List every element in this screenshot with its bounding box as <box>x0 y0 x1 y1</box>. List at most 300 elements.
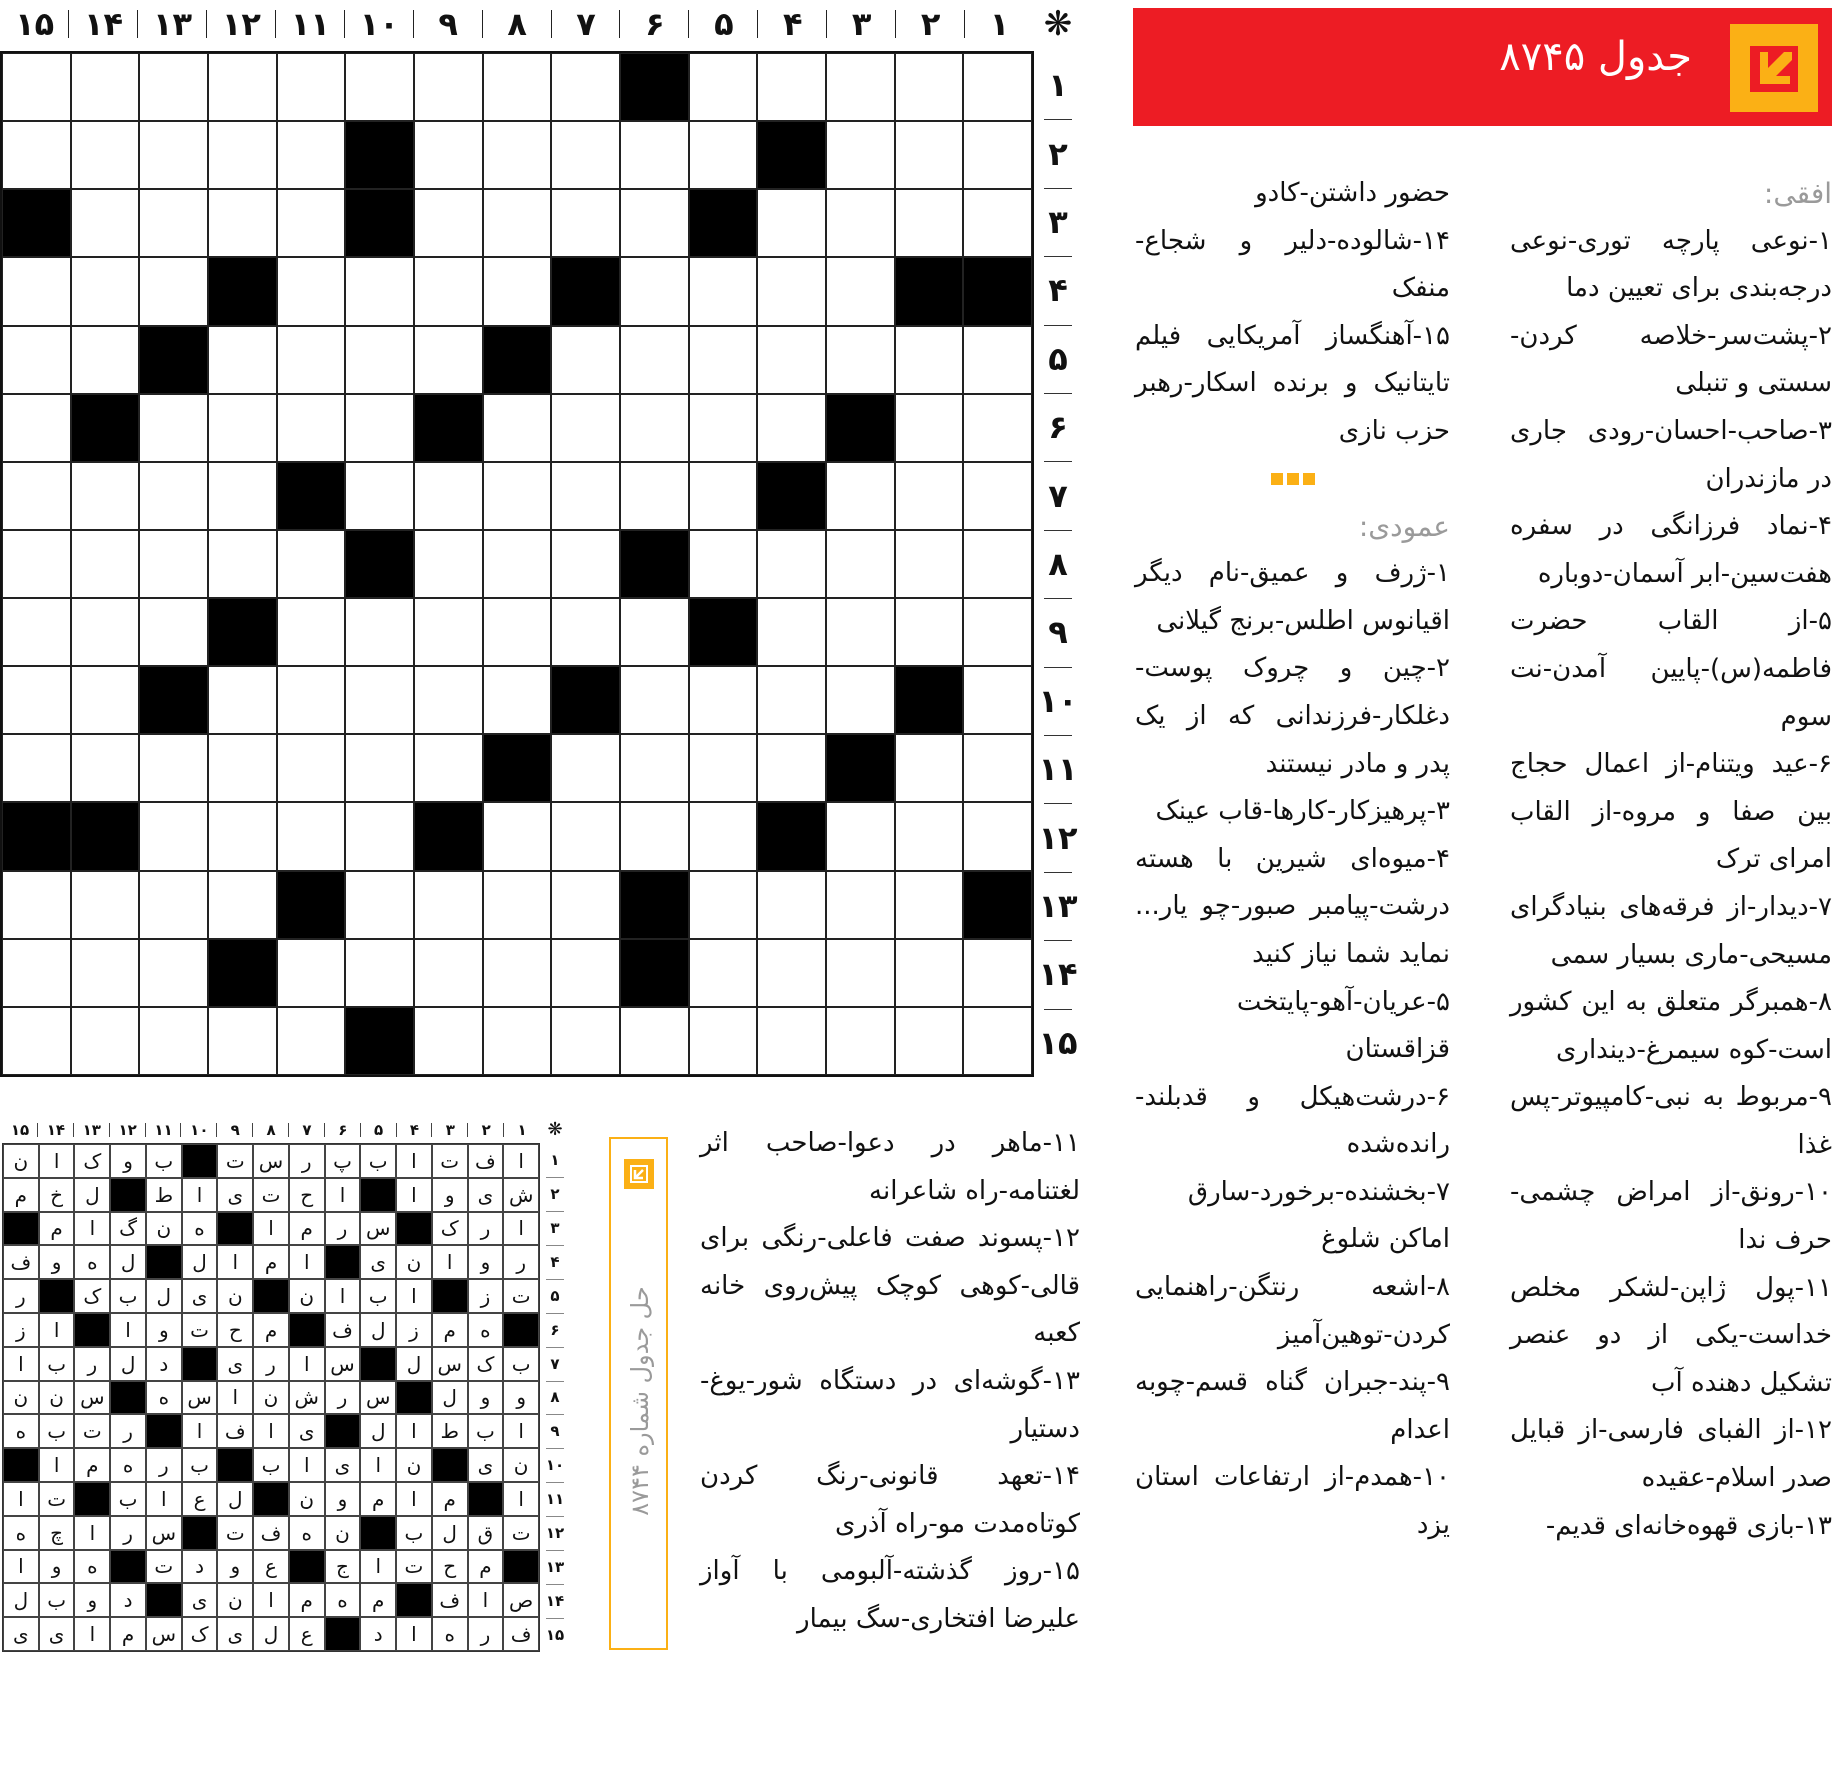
answer-cell[interactable] <box>620 121 689 189</box>
answer-cell[interactable] <box>2 121 71 189</box>
clue-text: ۳-پرهیزکار-کارها-قاب عینک <box>1155 796 1450 827</box>
solution-letter: ب <box>39 1414 75 1448</box>
black-cell <box>345 1007 414 1075</box>
answer-cell[interactable] <box>414 326 483 394</box>
answer-cell[interactable] <box>689 666 758 734</box>
answer-cell[interactable] <box>963 734 1032 802</box>
answer-cell[interactable] <box>895 530 964 598</box>
answer-cell[interactable] <box>139 530 208 598</box>
answer-cell[interactable] <box>2 939 71 1007</box>
answer-cell[interactable] <box>757 257 826 325</box>
solution-letter: س <box>360 1212 396 1246</box>
answer-cell[interactable] <box>414 257 483 325</box>
answer-cell[interactable] <box>551 1007 620 1075</box>
answer-cell[interactable] <box>2 1007 71 1075</box>
answer-cell[interactable] <box>826 326 895 394</box>
answer-cell[interactable] <box>71 939 140 1007</box>
clue-text: ۱۱-ماهر در دعوا-صاحب اثر لغتنامه-راه شاعرانه <box>700 1128 1080 1206</box>
answer-cell[interactable] <box>414 734 483 802</box>
solution-letter: ا <box>146 1482 182 1516</box>
answer-cell[interactable] <box>963 666 1032 734</box>
column-number: ۶ <box>325 1118 361 1142</box>
answer-cell[interactable] <box>483 871 552 939</box>
solution-letter: ا <box>74 1212 110 1246</box>
answer-cell[interactable] <box>414 121 483 189</box>
column-number: ۱۲ <box>110 1118 146 1142</box>
answer-cell[interactable] <box>620 189 689 257</box>
answer-cell[interactable] <box>757 189 826 257</box>
answer-cell[interactable] <box>208 189 277 257</box>
answer-cell[interactable] <box>71 121 140 189</box>
answer-cell[interactable] <box>208 871 277 939</box>
answer-cell[interactable] <box>345 666 414 734</box>
black-cell <box>253 1482 289 1516</box>
answer-cell[interactable] <box>689 53 758 121</box>
answer-cell[interactable] <box>139 53 208 121</box>
answer-cell[interactable] <box>277 598 346 666</box>
answer-cell[interactable] <box>757 1007 826 1075</box>
row-number: ۳ <box>542 1211 568 1245</box>
answer-cell[interactable] <box>277 530 346 598</box>
black-cell <box>74 1482 110 1516</box>
solution-letter: ا <box>217 1245 253 1279</box>
answer-cell[interactable] <box>483 530 552 598</box>
answer-cell[interactable] <box>826 1007 895 1075</box>
answer-cell[interactable] <box>71 1007 140 1075</box>
answer-cell[interactable] <box>963 802 1032 870</box>
answer-cell[interactable] <box>895 939 964 1007</box>
black-cell <box>146 1583 182 1617</box>
answer-cell[interactable] <box>414 189 483 257</box>
answer-cell[interactable] <box>826 462 895 530</box>
answer-cell[interactable] <box>414 462 483 530</box>
answer-cell[interactable] <box>277 121 346 189</box>
solution-letter: ر <box>325 1381 361 1415</box>
column-number: ۵ <box>689 0 758 48</box>
black-cell <box>74 1313 110 1347</box>
answer-cell[interactable] <box>689 939 758 1007</box>
solution-letter: ف <box>432 1583 468 1617</box>
solution-letter: ه <box>110 1448 146 1482</box>
solution-letter: ا <box>396 1144 432 1178</box>
solution-letter: ت <box>74 1414 110 1448</box>
black-cell <box>468 1482 504 1516</box>
solution-letter: ا <box>503 1482 539 1516</box>
solution-letter: ن <box>217 1583 253 1617</box>
answer-cell[interactable] <box>757 734 826 802</box>
column-number: ۵ <box>361 1118 397 1142</box>
solution-letter: ا <box>432 1245 468 1279</box>
solution-letter: ا <box>396 1617 432 1651</box>
answer-cell[interactable] <box>208 394 277 462</box>
answer-cell[interactable] <box>689 802 758 870</box>
answer-cell[interactable] <box>71 326 140 394</box>
solution-letter: ل <box>217 1482 253 1516</box>
solution-letter: س <box>432 1347 468 1381</box>
solution-letter: ا <box>182 1178 218 1212</box>
answer-cell[interactable] <box>551 121 620 189</box>
solution-letter: خ <box>39 1178 75 1212</box>
answer-cell[interactable] <box>208 802 277 870</box>
answer-cell[interactable] <box>963 462 1032 530</box>
answer-cell[interactable] <box>208 1007 277 1075</box>
answer-cell[interactable] <box>757 394 826 462</box>
answer-cell[interactable] <box>139 189 208 257</box>
answer-cell[interactable] <box>826 598 895 666</box>
black-cell <box>345 189 414 257</box>
solution-letter: ا <box>74 1516 110 1550</box>
solution-letter: س <box>325 1347 361 1381</box>
clues-column-right <box>1510 170 1832 1550</box>
black-cell <box>620 871 689 939</box>
answer-cell[interactable] <box>826 189 895 257</box>
answer-cell[interactable] <box>277 53 346 121</box>
answer-cell[interactable] <box>71 189 140 257</box>
answer-cell[interactable] <box>139 734 208 802</box>
black-cell <box>689 598 758 666</box>
answer-cell[interactable] <box>895 802 964 870</box>
solution-letter: ت <box>217 1516 253 1550</box>
answer-cell[interactable] <box>551 189 620 257</box>
answer-cell[interactable] <box>139 939 208 1007</box>
answer-cell[interactable] <box>2 734 71 802</box>
answer-cell[interactable] <box>414 598 483 666</box>
black-cell <box>208 257 277 325</box>
row-number: ۲ <box>542 1177 568 1211</box>
answer-cell[interactable] <box>208 530 277 598</box>
answer-cell[interactable] <box>483 666 552 734</box>
answer-cell[interactable] <box>620 1007 689 1075</box>
solution-letter: ر <box>3 1279 39 1313</box>
solution-letter: ب <box>468 1414 504 1448</box>
answer-cell[interactable] <box>757 326 826 394</box>
answer-cell[interactable] <box>71 666 140 734</box>
answer-cell[interactable] <box>620 462 689 530</box>
answer-cell[interactable] <box>277 666 346 734</box>
answer-cell[interactable] <box>2 462 71 530</box>
answer-cell[interactable] <box>139 802 208 870</box>
answer-cell[interactable] <box>689 734 758 802</box>
solution-letter: ک <box>432 1212 468 1246</box>
black-cell <box>895 666 964 734</box>
column-number: ۱۴ <box>38 1118 74 1142</box>
answer-cell[interactable] <box>2 666 71 734</box>
solution-letter: ت <box>146 1550 182 1584</box>
solution-letter: ل <box>110 1347 146 1381</box>
answer-cell[interactable] <box>963 326 1032 394</box>
answer-cell[interactable] <box>551 394 620 462</box>
answer-cell[interactable] <box>2 394 71 462</box>
row-number: ۹ <box>542 1414 568 1448</box>
answer-cell[interactable] <box>757 530 826 598</box>
answer-cell[interactable] <box>551 939 620 1007</box>
answer-cell[interactable] <box>689 1007 758 1075</box>
solution-letter: ب <box>146 1144 182 1178</box>
answer-cell[interactable] <box>551 598 620 666</box>
solution-letter: ت <box>503 1516 539 1550</box>
solution-letter: س <box>360 1381 396 1415</box>
solution-letter: ب <box>110 1279 146 1313</box>
answer-cell[interactable] <box>895 598 964 666</box>
answer-cell[interactable] <box>208 666 277 734</box>
black-cell <box>217 1448 253 1482</box>
answer-cell[interactable] <box>620 326 689 394</box>
answer-cell[interactable] <box>345 326 414 394</box>
answer-cell[interactable] <box>895 326 964 394</box>
answer-cell[interactable] <box>208 121 277 189</box>
black-cell <box>345 121 414 189</box>
answer-cell[interactable] <box>414 871 483 939</box>
answer-cell[interactable] <box>620 598 689 666</box>
answer-cell[interactable] <box>689 871 758 939</box>
solution-letter: گ <box>110 1212 146 1246</box>
answer-cell[interactable] <box>71 530 140 598</box>
answer-cell[interactable] <box>414 666 483 734</box>
black-cell <box>182 1347 218 1381</box>
solution-letter: ل <box>182 1245 218 1279</box>
black-cell <box>483 326 552 394</box>
answer-cell[interactable] <box>139 257 208 325</box>
solution-letter: ن <box>503 1448 539 1482</box>
solution-letter: ی <box>182 1583 218 1617</box>
answer-cell[interactable] <box>689 530 758 598</box>
black-cell <box>277 871 346 939</box>
answer-cell[interactable] <box>208 462 277 530</box>
answer-cell[interactable] <box>139 871 208 939</box>
answer-cell[interactable] <box>2 257 71 325</box>
answer-cell[interactable] <box>208 326 277 394</box>
answer-cell[interactable] <box>757 939 826 1007</box>
answer-cell[interactable] <box>2 326 71 394</box>
answer-cell[interactable] <box>277 802 346 870</box>
answer-cell[interactable] <box>71 598 140 666</box>
answer-cell[interactable] <box>277 1007 346 1075</box>
answer-cell[interactable] <box>895 121 964 189</box>
answer-cell[interactable] <box>2 598 71 666</box>
answer-cell[interactable] <box>139 598 208 666</box>
answer-cell[interactable] <box>2 530 71 598</box>
answer-cell[interactable] <box>895 53 964 121</box>
answer-cell[interactable] <box>345 802 414 870</box>
black-cell <box>71 394 140 462</box>
answer-cell[interactable] <box>689 462 758 530</box>
solution-letter: ه <box>468 1313 504 1347</box>
answer-cell[interactable] <box>483 939 552 1007</box>
clue-text: ۱۳-گوشه‌ای در دستگاه شور-یوغ-دستیار <box>700 1365 1080 1444</box>
solution-letter: ا <box>253 1583 289 1617</box>
corner-asterisk-icon: ❋ <box>1043 4 1073 44</box>
answer-cell[interactable] <box>826 121 895 189</box>
answer-cell[interactable] <box>689 326 758 394</box>
answer-cell[interactable] <box>826 802 895 870</box>
black-cell <box>963 257 1032 325</box>
answer-cell[interactable] <box>551 326 620 394</box>
solution-letter: ل <box>146 1279 182 1313</box>
black-cell <box>146 1245 182 1279</box>
solution-letter: م <box>74 1448 110 1482</box>
solution-letter: و <box>468 1381 504 1415</box>
solution-letter: ک <box>74 1144 110 1178</box>
answer-cell[interactable] <box>895 1007 964 1075</box>
answer-cell[interactable] <box>551 802 620 870</box>
solution-letter: ب <box>39 1583 75 1617</box>
answer-cell[interactable] <box>71 53 140 121</box>
answer-cell[interactable] <box>963 189 1032 257</box>
answer-cell[interactable] <box>689 121 758 189</box>
answer-cell[interactable] <box>963 53 1032 121</box>
answer-cell[interactable] <box>620 734 689 802</box>
answer-cell[interactable] <box>277 257 346 325</box>
solution-letter: ر <box>253 1347 289 1381</box>
clue-text: ۷-بخشنده-برخورد-سارق اماکن شلوغ <box>1187 1176 1450 1255</box>
answer-cell[interactable] <box>277 189 346 257</box>
answer-cell[interactable] <box>208 53 277 121</box>
solution-grid <box>2 1143 540 1652</box>
black-cell <box>182 1144 218 1178</box>
answer-cell[interactable] <box>551 530 620 598</box>
main-column-numbers <box>0 0 1034 48</box>
black-cell <box>110 1178 146 1212</box>
answer-cell[interactable] <box>551 734 620 802</box>
solution-letter: ه <box>3 1414 39 1448</box>
black-cell <box>396 1381 432 1415</box>
solution-letter: م <box>468 1550 504 1584</box>
answer-cell[interactable] <box>963 1007 1032 1075</box>
solution-letter: ف <box>253 1516 289 1550</box>
answer-cell[interactable] <box>345 462 414 530</box>
answer-cell[interactable] <box>139 394 208 462</box>
row-number: ۴ <box>1036 256 1080 324</box>
answer-cell[interactable] <box>139 462 208 530</box>
answer-cell[interactable] <box>277 734 346 802</box>
solution-letter: ت <box>432 1144 468 1178</box>
answer-cell[interactable] <box>620 394 689 462</box>
answer-cell[interactable] <box>895 871 964 939</box>
answer-cell[interactable] <box>139 121 208 189</box>
answer-cell[interactable] <box>414 1007 483 1075</box>
clue-text: ۲-چین و چروک پوست-دغلکار-فرزندانی که از یک پدر و مادر نیستند <box>1135 653 1450 779</box>
solution-letter: ن <box>3 1381 39 1415</box>
answer-cell[interactable] <box>414 530 483 598</box>
solution-letter: ا <box>360 1448 396 1482</box>
answer-cell[interactable] <box>620 666 689 734</box>
answer-cell[interactable] <box>689 394 758 462</box>
answer-cell[interactable] <box>826 257 895 325</box>
answer-cell[interactable] <box>757 871 826 939</box>
answer-cell[interactable] <box>895 734 964 802</box>
answer-cell[interactable] <box>551 53 620 121</box>
answer-cell[interactable] <box>2 871 71 939</box>
answer-cell[interactable] <box>2 53 71 121</box>
solution-letter: ی <box>468 1448 504 1482</box>
answer-cell[interactable] <box>620 257 689 325</box>
answer-cell[interactable] <box>345 734 414 802</box>
solution-letter: ح <box>217 1313 253 1347</box>
row-number: ۱۲ <box>542 1516 568 1550</box>
answer-cell[interactable] <box>71 871 140 939</box>
answer-cell[interactable] <box>826 871 895 939</box>
answer-cell[interactable] <box>689 257 758 325</box>
answer-cell[interactable] <box>895 189 964 257</box>
answer-cell[interactable] <box>483 189 552 257</box>
answer-cell[interactable] <box>483 802 552 870</box>
row-number: ۱۳ <box>1036 872 1080 940</box>
answer-cell[interactable] <box>826 666 895 734</box>
answer-cell[interactable] <box>826 939 895 1007</box>
answer-cell[interactable] <box>826 530 895 598</box>
solution-letter: ا <box>289 1347 325 1381</box>
answer-cell[interactable] <box>963 394 1032 462</box>
answer-cell[interactable] <box>483 121 552 189</box>
answer-cell[interactable] <box>345 394 414 462</box>
answer-cell[interactable] <box>414 939 483 1007</box>
answer-cell[interactable] <box>757 598 826 666</box>
solution-letter: ه <box>146 1381 182 1415</box>
solution-letter: و <box>468 1245 504 1279</box>
clue-text: ۹-مربوط به نبی-کامپیوتر-پس غذا <box>1510 1082 1832 1160</box>
answer-cell[interactable] <box>414 53 483 121</box>
solution-letter: ل <box>396 1347 432 1381</box>
solution-letter: ر <box>289 1144 325 1178</box>
solution-letter: ک <box>182 1617 218 1651</box>
answer-cell[interactable] <box>483 53 552 121</box>
answer-cell[interactable] <box>345 939 414 1007</box>
answer-cell[interactable] <box>345 53 414 121</box>
clue-text: ۱۵-آهنگساز آمریکایی فیلم تایتانیک و برنده اسکار-رهبر حزب نازی <box>1135 320 1450 446</box>
answer-cell[interactable] <box>483 598 552 666</box>
answer-cell[interactable] <box>483 1007 552 1075</box>
solution-letter: ی <box>217 1347 253 1381</box>
answer-cell[interactable] <box>345 598 414 666</box>
answer-cell[interactable] <box>757 666 826 734</box>
answer-cell[interactable] <box>345 871 414 939</box>
answer-cell[interactable] <box>551 871 620 939</box>
answer-cell[interactable] <box>277 326 346 394</box>
answer-cell[interactable] <box>71 257 140 325</box>
solution-letter: ف <box>3 1245 39 1279</box>
answer-cell[interactable] <box>826 53 895 121</box>
answer-cell[interactable] <box>757 53 826 121</box>
solution-letter: ک <box>74 1279 110 1313</box>
black-cell <box>432 1448 468 1482</box>
answer-cell[interactable] <box>963 598 1032 666</box>
answer-cell[interactable] <box>71 734 140 802</box>
answer-cell[interactable] <box>71 462 140 530</box>
solution-letter: ا <box>182 1414 218 1448</box>
answer-cell[interactable] <box>963 121 1032 189</box>
answer-cell[interactable] <box>963 530 1032 598</box>
answer-cell[interactable] <box>551 462 620 530</box>
answer-cell[interactable] <box>963 939 1032 1007</box>
column-number: ۱۳ <box>74 1118 110 1142</box>
answer-cell[interactable] <box>277 394 346 462</box>
black-cell <box>325 1414 361 1448</box>
solution-letter: س <box>146 1516 182 1550</box>
answer-cell[interactable] <box>483 462 552 530</box>
row-number: ۱۵ <box>542 1618 568 1652</box>
answer-cell[interactable] <box>483 257 552 325</box>
black-cell <box>503 1550 539 1584</box>
answer-cell[interactable] <box>208 734 277 802</box>
answer-cell[interactable] <box>345 257 414 325</box>
answer-cell[interactable] <box>895 462 964 530</box>
answer-cell[interactable] <box>895 394 964 462</box>
answer-cell[interactable] <box>277 939 346 1007</box>
answer-cell[interactable] <box>620 802 689 870</box>
black-cell <box>414 802 483 870</box>
answer-cell[interactable] <box>483 394 552 462</box>
answer-cell[interactable] <box>139 1007 208 1075</box>
